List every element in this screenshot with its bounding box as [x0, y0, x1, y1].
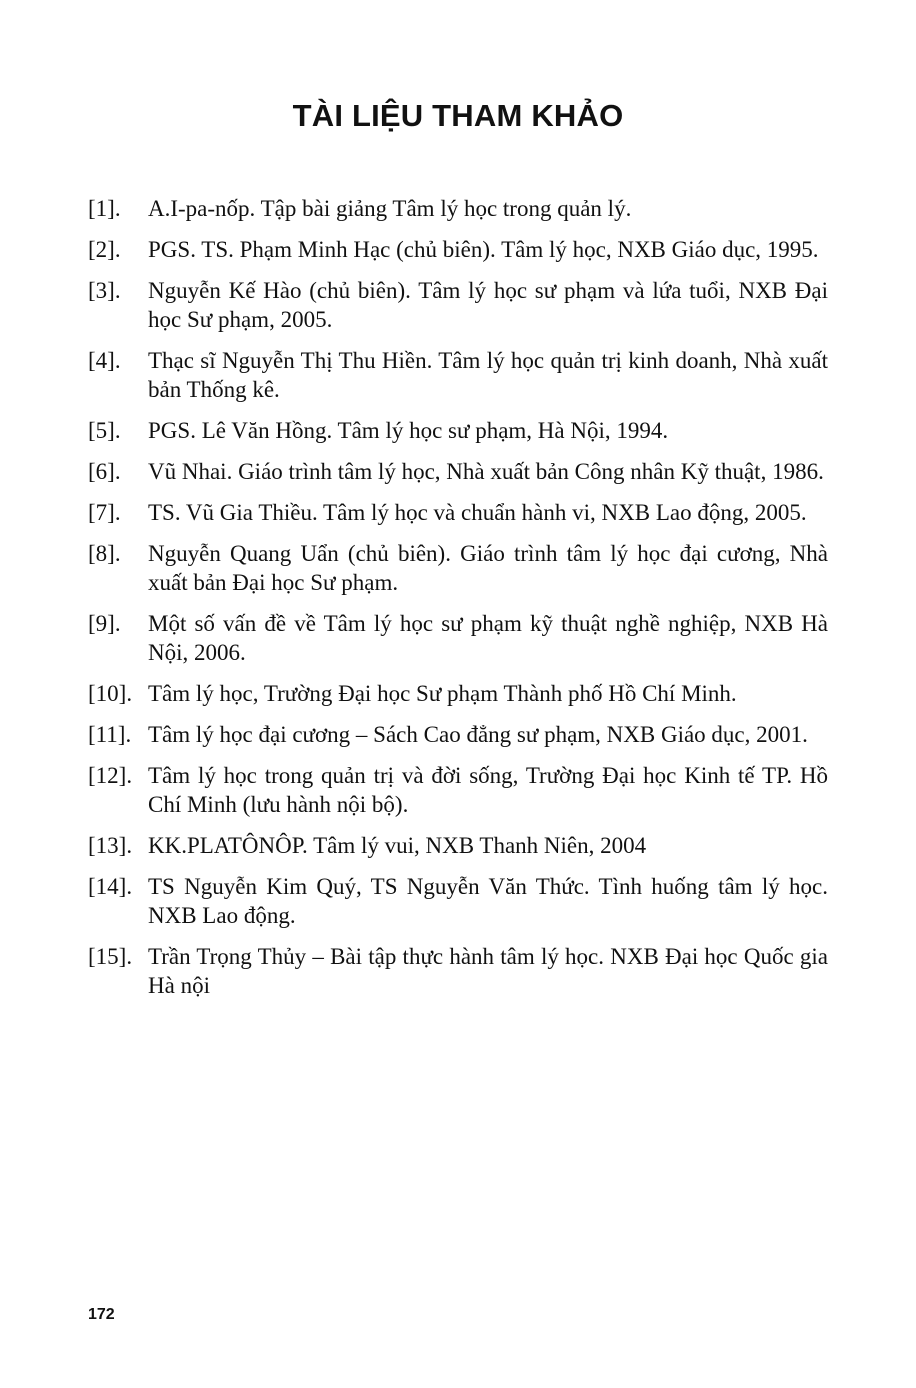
reference-text: PGS. TS. Phạm Minh Hạc (chủ biên). Tâm lý học, NXB Giáo dục, 1995. — [148, 237, 819, 262]
reference-text: PGS. Lê Văn Hồng. Tâm lý học sư phạm, Hà Nội, 1994. — [148, 418, 669, 443]
page-number: 172 — [88, 1306, 115, 1323]
reference-text: Nguyễn Kế Hào (chủ biên). Tâm lý học sư phạm và lứa tuổi, NXB Đại học Sư phạm, 2005. — [148, 278, 828, 332]
reference-item — [88, 872, 828, 930]
reference-number: [5]. — [88, 418, 121, 443]
reference-number: [15]. — [88, 944, 133, 969]
reference-item — [88, 539, 828, 597]
reference-text: TS Nguyễn Kim Quý, TS Nguyễn Văn Thức. Tình huống tâm lý học. NXB Lao động. — [148, 874, 828, 928]
reference-item — [88, 609, 828, 667]
reference-list — [88, 194, 828, 1012]
reference-item — [88, 498, 828, 527]
reference-text: A.I-pa-nốp. Tập bài giảng Tâm lý học trong quản lý. — [148, 196, 632, 221]
reference-number: [3]. — [88, 278, 121, 303]
reference-number: [10]. — [88, 681, 133, 706]
reference-item — [88, 194, 828, 223]
reference-number: [8]. — [88, 541, 121, 566]
reference-text: TS. Vũ Gia Thiều. Tâm lý học và chuẩn hành vi, NXB Lao động, 2005. — [148, 500, 807, 525]
reference-item — [88, 235, 828, 264]
reference-item — [88, 720, 828, 749]
reference-number: [14]. — [88, 874, 133, 899]
reference-number: [9]. — [88, 611, 121, 636]
reference-number: [11]. — [88, 722, 132, 747]
reference-item — [88, 761, 828, 819]
reference-item — [88, 831, 828, 860]
reference-text: Tâm lý học trong quản trị và đời sống, Trường Đại học Kinh tế TP. Hồ Chí Minh (lưu hành nội bộ). — [148, 763, 828, 817]
reference-text: KK.PLATÔNÔP. Tâm lý vui, NXB Thanh Niên, 2004 — [148, 833, 647, 858]
page-title: TÀI LIỆU THAM KHẢO — [292, 98, 624, 133]
reference-item — [88, 457, 828, 486]
reference-number: [1]. — [88, 196, 121, 221]
reference-item — [88, 416, 828, 445]
reference-item — [88, 942, 828, 1000]
reference-item — [88, 679, 828, 708]
reference-text: Tâm lý học, Trường Đại học Sư phạm Thành phố Hồ Chí Minh. — [148, 681, 737, 706]
reference-number: [13]. — [88, 833, 133, 858]
reference-text: Một số vấn đề về Tâm lý học sư phạm kỹ thuật nghề nghiệp, NXB Hà Nội, 2006. — [148, 611, 828, 665]
reference-number: [2]. — [88, 237, 121, 262]
reference-text: Vũ Nhai. Giáo trình tâm lý học, Nhà xuất bản Công nhân Kỹ thuật, 1986. — [148, 459, 824, 484]
reference-number: [6]. — [88, 459, 121, 484]
reference-number: [12]. — [88, 763, 133, 788]
reference-text: Trần Trọng Thủy – Bài tập thực hành tâm lý học. NXB Đại học Quốc gia Hà nội — [148, 944, 828, 998]
reference-text: Thạc sĩ Nguyễn Thị Thu Hiền. Tâm lý học quản trị kinh doanh, Nhà xuất bản Thống kê. — [148, 348, 828, 402]
reference-item — [88, 346, 828, 404]
reference-number: [7]. — [88, 500, 121, 525]
reference-item — [88, 276, 828, 334]
reference-text: Tâm lý học đại cương – Sách Cao đẳng sư phạm, NXB Giáo dục, 2001. — [148, 722, 808, 747]
reference-number: [4]. — [88, 348, 121, 373]
reference-text: Nguyễn Quang Uẩn (chủ biên). Giáo trình tâm lý học đại cương, Nhà xuất bản Đại học Sư phạm. — [148, 541, 828, 595]
